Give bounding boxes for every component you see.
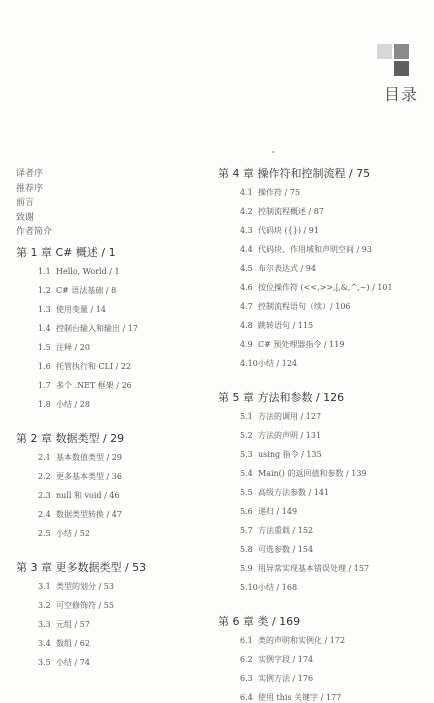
toc-entry[interactable]: [38, 657, 90, 668]
section-number: 2.3: [38, 491, 51, 500]
front-matter-item[interactable]: 作者简介: [16, 227, 53, 237]
section-number: 5.10: [240, 583, 258, 592]
section-title: Hello, World / 1: [56, 267, 120, 276]
section-number: 5.8: [240, 545, 253, 554]
section-title: C# 预处理器指令 / 119: [258, 340, 345, 349]
section-title: 高级方法参数 / 141: [258, 488, 330, 497]
section-number: 2.5: [38, 529, 51, 538]
toc-entry[interactable]: [38, 528, 90, 539]
section-title: 托管执行和 CLI / 22: [56, 362, 132, 371]
toc-entry[interactable]: [240, 320, 313, 331]
page-title: 目录: [384, 85, 419, 104]
section-number: 2.2: [38, 472, 51, 481]
section-number: 1.8: [38, 400, 51, 409]
chapter-heading[interactable]: 第 2 章 数据类型 / 29: [16, 432, 125, 445]
toc-entry[interactable]: [240, 282, 393, 293]
section-title: Main() 的返回值和参数 / 139: [258, 469, 367, 478]
toc-entry[interactable]: [38, 323, 138, 334]
section-title: 元组 / 57: [56, 620, 90, 629]
section-number: 4.1: [240, 188, 253, 197]
section-title: 基本数值类型 / 29: [56, 453, 122, 462]
section-number: 5.7: [240, 526, 253, 535]
section-number: 6.2: [240, 655, 253, 664]
section-number: 4.7: [240, 302, 253, 311]
toc-entry[interactable]: [38, 266, 120, 277]
section-number: 1.3: [38, 305, 51, 314]
toc-entry[interactable]: [240, 563, 369, 574]
section-number: 3.5: [38, 658, 51, 667]
section-title: 布尔表达式 / 94: [258, 264, 316, 273]
toc-entry[interactable]: [240, 358, 297, 369]
section-number: 3.1: [38, 582, 51, 591]
toc-entry[interactable]: [38, 304, 106, 315]
section-number: 3.2: [38, 601, 51, 610]
toc-entry[interactable]: [240, 654, 313, 665]
chapter-heading[interactable]: 第 1 章 C# 概述 / 1: [16, 246, 116, 259]
stray-mark: [272, 151, 274, 153]
toc-entry[interactable]: [38, 490, 119, 501]
section-number: 1.1: [38, 267, 51, 276]
section-title: 可空修饰符 / 55: [56, 601, 114, 610]
toc-entry[interactable]: [38, 361, 131, 372]
section-title: 可选参数 / 154: [258, 545, 314, 554]
section-number: 5.6: [240, 507, 253, 516]
toc-entry[interactable]: [240, 449, 322, 460]
toc-entry[interactable]: [240, 635, 345, 646]
chapter-heading[interactable]: 第 4 章 操作符和控制流程 / 75: [218, 167, 371, 180]
section-title: 小结 / 168: [258, 583, 298, 592]
section-title: 实例方法 / 176: [258, 674, 314, 683]
section-number: 6.1: [240, 636, 253, 645]
toc-entry[interactable]: [240, 206, 324, 217]
section-title: 更多基本类型 / 36: [56, 472, 122, 481]
section-title: 注释 / 20: [56, 343, 90, 352]
toc-entry[interactable]: [240, 187, 300, 198]
section-number: 6.3: [240, 674, 253, 683]
section-number: 4.9: [240, 340, 253, 349]
section-title: 小结 / 52: [56, 529, 90, 538]
toc-entry[interactable]: [38, 619, 90, 630]
toc-entry[interactable]: [240, 582, 297, 593]
section-number: 4.3: [240, 226, 253, 235]
decorative-squares: [377, 44, 409, 76]
section-number: 2.1: [38, 453, 51, 462]
section-number: 5.9: [240, 564, 253, 573]
front-matter-item[interactable]: 译者序: [16, 169, 44, 179]
section-title: 类的声明和实例化 / 172: [258, 636, 346, 645]
square-dark: [394, 61, 409, 76]
section-number: 5.5: [240, 488, 253, 497]
toc-entry[interactable]: [240, 263, 316, 274]
section-number: 4.2: [240, 207, 253, 216]
section-number: 1.4: [38, 324, 51, 333]
toc-entry[interactable]: [38, 600, 114, 611]
toc-entry[interactable]: [240, 225, 319, 236]
toc-entry[interactable]: [38, 581, 114, 592]
section-number: 1.2: [38, 286, 51, 295]
section-title: 实例字段 / 174: [258, 655, 314, 664]
toc-entry[interactable]: [38, 380, 132, 391]
toc-entry[interactable]: [240, 487, 329, 498]
section-number: 4.4: [240, 245, 253, 254]
section-number: 1.6: [38, 362, 51, 371]
front-matter-item[interactable]: 前言: [16, 198, 35, 208]
section-title: 跳转语句 / 115: [258, 321, 314, 330]
section-title: 用异常实现基本错误处理 / 157: [258, 564, 370, 573]
toc-entry[interactable]: [38, 471, 122, 482]
section-number: 5.2: [240, 431, 253, 440]
toc-entry[interactable]: [240, 673, 313, 684]
toc-entry[interactable]: [38, 509, 122, 520]
toc-entry[interactable]: [240, 544, 313, 555]
section-title: null 和 void / 46: [56, 491, 120, 500]
section-number: 3.4: [38, 639, 51, 648]
toc-entry[interactable]: [38, 342, 90, 353]
section-title: 控制流程概述 / 87: [258, 207, 324, 216]
section-title: 方法的调用 / 127: [258, 412, 322, 421]
section-number: 4.10: [240, 359, 258, 368]
section-number: 2.4: [38, 510, 51, 519]
chapter-heading[interactable]: 第 6 章 类 / 169: [218, 615, 301, 628]
section-title: 数组 / 62: [56, 639, 90, 648]
section-title: C# 语法基础 / 8: [56, 286, 117, 295]
chapter-heading[interactable]: 第 3 章 更多数据类型 / 53: [16, 561, 147, 574]
section-number: 4.6: [240, 283, 253, 292]
section-title: 使用变量 / 14: [56, 305, 106, 314]
section-number: 1.7: [38, 381, 51, 390]
toc-entry[interactable]: [240, 525, 313, 536]
chapter-heading[interactable]: 第 5 章 方法和参数 / 126: [218, 391, 345, 404]
section-title: 类型的划分 / 53: [56, 582, 114, 591]
section-number: 1.5: [38, 343, 51, 352]
toc-entry[interactable]: [38, 452, 122, 463]
section-title: 使用 this 关键字 / 177: [258, 693, 342, 702]
section-title: 代码块 ({}) / 91: [258, 226, 319, 235]
front-matter-item[interactable]: 推荐序: [16, 183, 44, 194]
square-light: [377, 44, 392, 59]
section-title: 小结 / 74: [56, 658, 90, 667]
section-title: 控制流程语句（续）/ 106: [258, 302, 351, 311]
section-number: 5.3: [240, 450, 253, 459]
section-number: 5.1: [240, 412, 253, 421]
section-title: 方法重载 / 152: [258, 526, 314, 535]
toc-entry[interactable]: [240, 339, 344, 350]
toc-entry[interactable]: [240, 506, 297, 517]
section-number: 5.4: [240, 469, 253, 478]
toc-entry[interactable]: [240, 430, 321, 441]
section-title: 控制台输入和输出 / 17: [56, 324, 138, 333]
section-number: 4.8: [240, 321, 253, 330]
section-title: 小结 / 124: [258, 359, 298, 368]
toc-entry[interactable]: [38, 285, 116, 296]
toc-entry[interactable]: [38, 638, 90, 649]
section-title: 代码块、作用域和声明空间 / 93: [258, 245, 372, 254]
section-title: 多个 .NET 框架 / 26: [56, 381, 132, 390]
square-mid: [394, 44, 409, 59]
section-title: 操作符 / 75: [258, 188, 300, 197]
section-number: 3.3: [38, 620, 51, 629]
toc-entry[interactable]: [240, 411, 321, 422]
section-title: 递归 / 149: [258, 507, 298, 516]
section-number: 4.5: [240, 264, 253, 273]
section-title: 按位操作符 (<<,>>,|,&,^,~) / 101: [258, 283, 393, 292]
toc-entry[interactable]: [240, 301, 351, 312]
section-number: 6.4: [240, 693, 253, 702]
section-title: using 指令 / 135: [258, 450, 322, 459]
front-matter-item[interactable]: 致谢: [16, 212, 35, 223]
section-title: 数据类型转换 / 47: [56, 510, 122, 519]
section-title: 方法的声明 / 131: [258, 431, 322, 440]
toc-entry[interactable]: [38, 399, 90, 410]
toc-entry[interactable]: [240, 692, 341, 703]
section-title: 小结 / 28: [56, 400, 90, 409]
toc-entry[interactable]: [240, 244, 372, 255]
toc-entry[interactable]: [240, 468, 367, 479]
